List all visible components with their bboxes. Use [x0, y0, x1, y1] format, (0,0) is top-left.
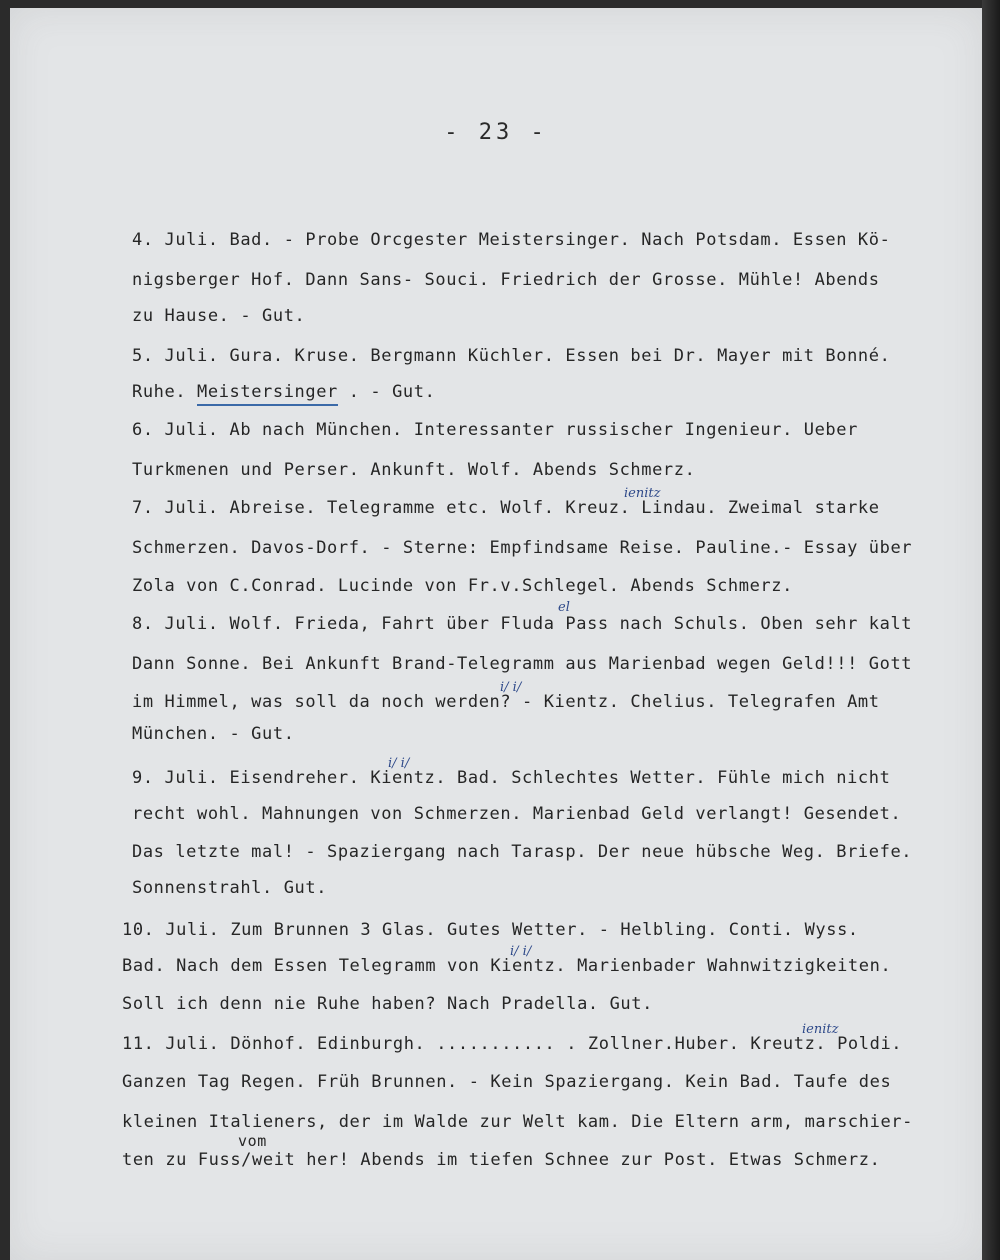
handwritten-annotation: i/ i/ — [510, 944, 532, 959]
document-page — [10, 8, 982, 1260]
text-line: 11. Juli. Dönhof. Edinburgh. ........... . Zollner.Huber. Kreutz. Poldi. — [122, 1034, 903, 1054]
handwritten-annotation: i/ i/ — [500, 680, 522, 695]
text-line: Zola von C.Conrad. Lucinde von Fr.v.Schlegel. Abends Schmerz. — [132, 576, 793, 596]
text-line: 9. Juli. Eisendreher. Kientz. Bad. Schlechtes Wetter. Fühle mich nicht — [132, 768, 891, 788]
page-edge-shadow — [982, 0, 1000, 1260]
handwritten-annotation: i/ i/ — [388, 756, 410, 771]
text-line: 8. Juli. Wolf. Frieda, Fahrt über Fluda Pass nach Schuls. Oben sehr kalt — [132, 614, 913, 634]
text-line: 10. Juli. Zum Brunnen 3 Glas. Gutes Wetter. - Helbling. Conti. Wyss. — [122, 920, 859, 940]
text-line-with-underline — [132, 382, 435, 402]
text-line: 5. Juli. Gura. Kruse. Bergmann Küchler. Essen bei Dr. Mayer mit Bonné. — [132, 346, 891, 366]
text-line: ten zu Fuss/weit her! Abends im tiefen Schnee zur Post. Etwas Schmerz. — [122, 1150, 881, 1170]
text-line: 6. Juli. Ab nach München. Interessanter russischer Ingenieur. Ueber — [132, 420, 858, 440]
text-line: Dann Sonne. Bei Ankunft Brand-Telegramm aus Marienbad wegen Geld!!! Gott — [132, 654, 913, 674]
typed-insertion: vom — [238, 1132, 267, 1150]
text-line: Bad. Nach dem Essen Telegramm von Kientz. Marienbader Wahnwitzigkeiten. — [122, 956, 892, 976]
text-line: Turkmenen und Perser. Ankunft. Wolf. Abends Schmerz. — [132, 460, 696, 480]
text-line: 4. Juli. Bad. - Probe Orcgester Meistersinger. Nach Potsdam. Essen Kö- — [132, 230, 891, 250]
text-line: München. - Gut. — [132, 724, 295, 744]
text-line: Schmerzen. Davos-Dorf. - Sterne: Empfindsame Reise. Pauline.- Essay über — [132, 538, 913, 558]
text-line: Sonnenstrahl. Gut. — [132, 878, 328, 898]
handwritten-annotation: el — [558, 600, 570, 615]
handwritten-annotation: ienitz — [802, 1022, 839, 1037]
text-line: recht wohl. Mahnungen von Schmerzen. Marienbad Geld verlangt! Gesendet. — [132, 804, 902, 824]
text-line: im Himmel, was soll da noch werden? - Kientz. Chelius. Telegrafen Amt — [132, 692, 880, 712]
underlined-word: Meistersinger — [197, 382, 338, 406]
text-line: zu Hause. - Gut. — [132, 306, 306, 326]
text-line: 7. Juli. Abreise. Telegramme etc. Wolf. Kreuz. Lindau. Zweimal starke — [132, 498, 880, 518]
text-segment: Ruhe. — [132, 382, 187, 402]
text-line: Das letzte mal! - Spaziergang nach Tarasp. Der neue hübsche Weg. Briefe. — [132, 842, 913, 862]
page-number: - 23 - — [444, 120, 548, 145]
text-line: kleinen Italieners, der im Walde zur Welt kam. Die Eltern arm, marschier- — [122, 1112, 913, 1132]
text-line: Ganzen Tag Regen. Früh Brunnen. - Kein Spaziergang. Kein Bad. Taufe des — [122, 1072, 892, 1092]
text-line: nigsberger Hof. Dann Sans- Souci. Friedrich der Grosse. Mühle! Abends — [132, 270, 880, 290]
handwritten-annotation: ienitz — [624, 486, 661, 501]
text-line: Soll ich denn nie Ruhe haben? Nach Pradella. Gut. — [122, 994, 653, 1014]
text-segment: . - Gut. — [337, 382, 436, 402]
